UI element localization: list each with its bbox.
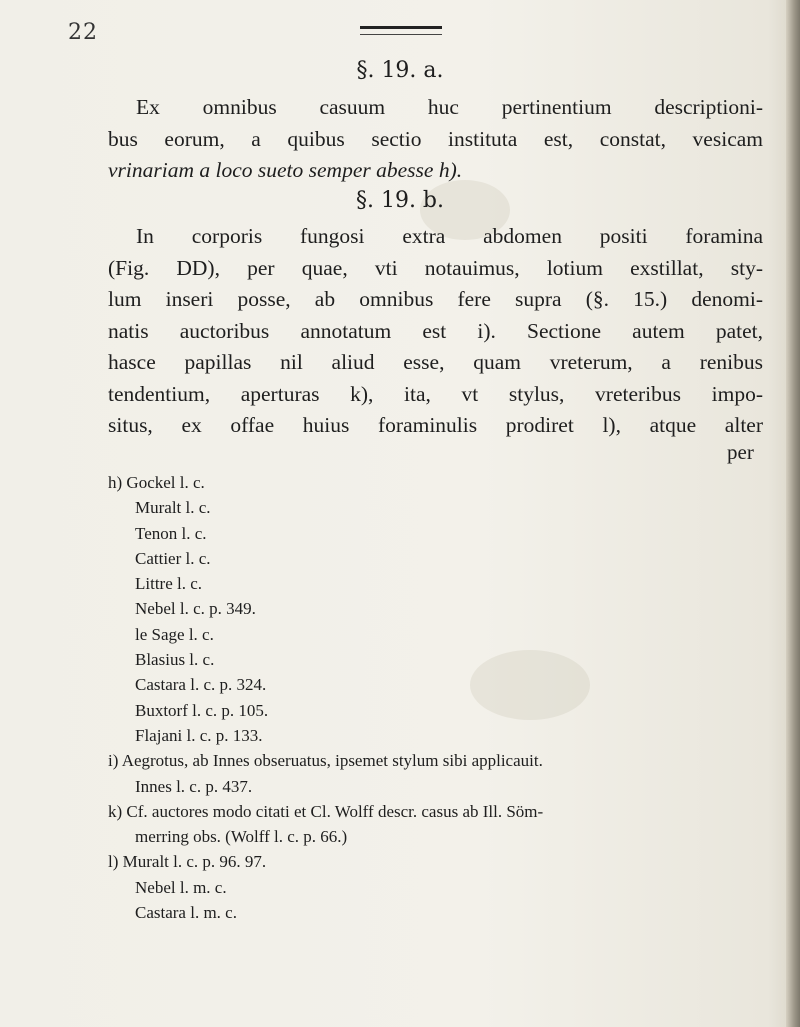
footnote-line: Nebel l. c. p. 349. bbox=[135, 599, 256, 619]
footnote-line: Buxtorf l. c. p. 105. bbox=[135, 700, 269, 720]
text-line: bus eorum, a quibus sectio instituta est, constat, vesicam bbox=[108, 126, 763, 151]
footnotes bbox=[108, 470, 763, 925]
footnote-line: Innes l. c. p. 437. bbox=[135, 776, 253, 796]
footnote-line: i) Aegrotus, ab Innes obseruatus, ipsemet stylum sibi applicauit. bbox=[108, 751, 543, 771]
header-rule bbox=[360, 26, 442, 29]
page-edge bbox=[786, 0, 800, 1027]
text-line: (Fig. DD), per quae, vti notauimus, lotium exstillat, sty- bbox=[108, 255, 763, 280]
section-heading-19b: §. 19. b. bbox=[355, 188, 445, 213]
footnote-line: Nebel l. m. c. bbox=[135, 877, 227, 897]
footnote-line: le Sage l. c. bbox=[135, 624, 214, 644]
text-line: Ex omnibus casuum huc pertinentium descriptioni- bbox=[136, 95, 763, 119]
footnote-line: Muralt l. c. bbox=[135, 498, 211, 518]
text-line: lum inseri posse, ab omnibus fere supra (§. 15.) denomi- bbox=[108, 287, 763, 311]
footnote-line: Flajani l. c. p. 133. bbox=[135, 725, 263, 745]
text-line: hasce papillas nil aliud esse, quam vreterum, a renibus bbox=[108, 350, 763, 374]
footnote-line: Littre l. c. bbox=[135, 574, 203, 594]
catchword: per bbox=[727, 440, 754, 464]
footnote-line: merring obs. (Wolff l. c. p. 66.) bbox=[135, 827, 348, 847]
text-line: vrinariam a loco sueto semper abesse h). bbox=[108, 158, 463, 182]
text-line: tendentium, aperturas k), ita, vt stylus, vreteribus impo- bbox=[108, 381, 763, 406]
footnote-line: Castara l. m. c. bbox=[135, 903, 237, 923]
text-line: situs, ex offae huius foraminulis prodiret l), atque alter bbox=[108, 413, 763, 437]
header-rule-thin bbox=[360, 34, 442, 35]
page-number: 22 bbox=[68, 20, 98, 45]
footnote-line: h) Gockel l. c. bbox=[108, 473, 205, 492]
footnote-line: Blasius l. c. bbox=[135, 650, 215, 670]
paragraph-19b bbox=[108, 221, 763, 442]
paragraph-19a bbox=[108, 92, 763, 187]
footnote-line: Castara l. c. p. 324. bbox=[135, 675, 267, 695]
text-line: natis auctoribus annotatum est i). Sectione autem patet, bbox=[108, 318, 763, 343]
text-line: In corporis fungosi extra abdomen positi foramina bbox=[136, 224, 763, 248]
footnote-line: k) Cf. auctores modo citati et Cl. Wolff descr. casus ab Ill. Söm- bbox=[108, 801, 544, 821]
section-heading-19a: §. 19. a. bbox=[356, 58, 444, 83]
footnote-line: l) Muralt l. c. p. 96. 97. bbox=[108, 852, 267, 872]
footnote-line: Cattier l. c. bbox=[135, 548, 211, 568]
footnote-line: Tenon l. c. bbox=[135, 523, 207, 543]
